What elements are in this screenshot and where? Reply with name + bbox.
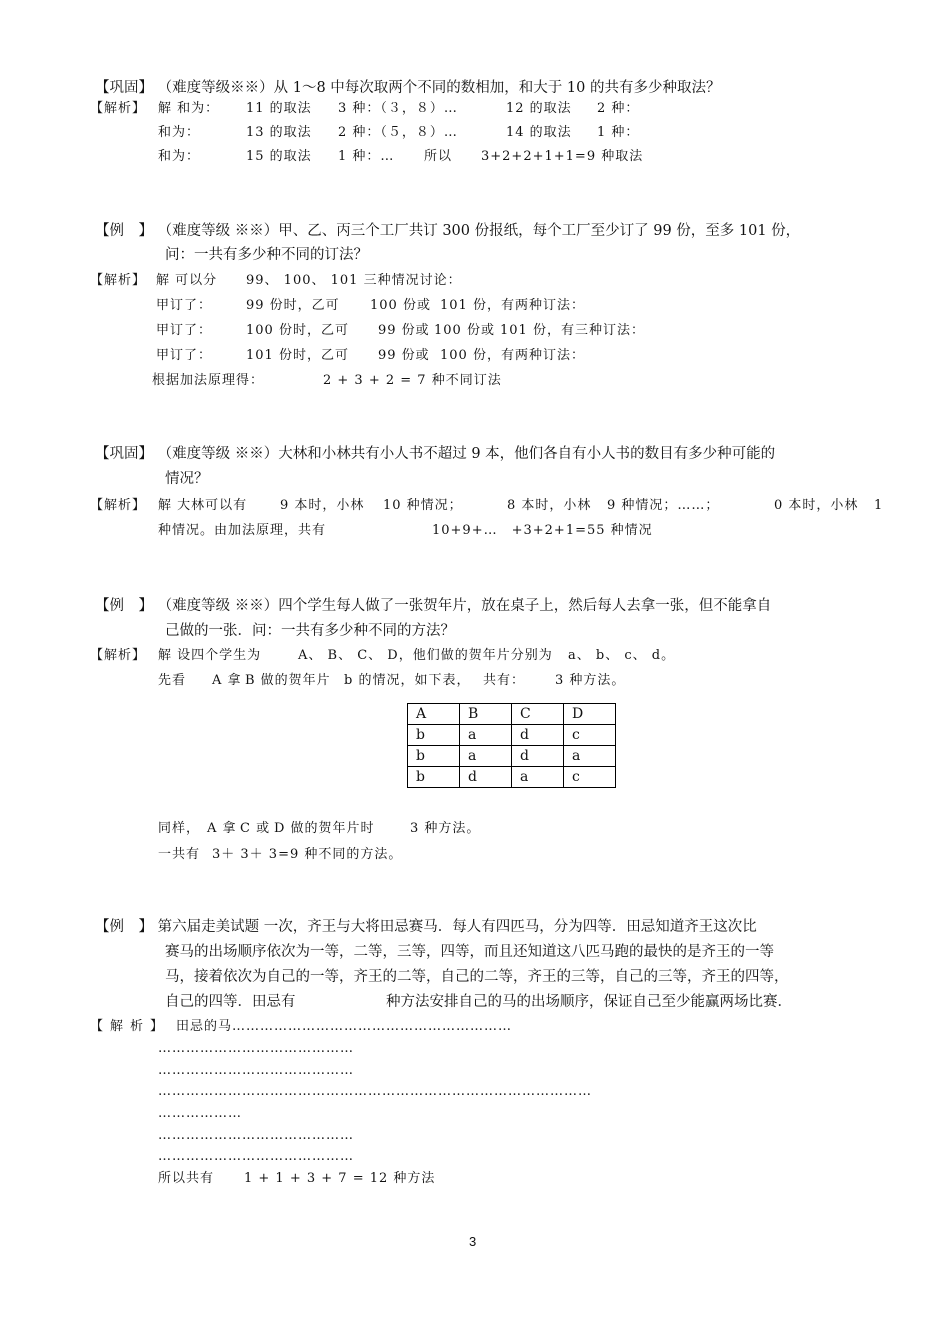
q5-r8-b: 1 + 1 + 3 + 7 = 12 种方法: [244, 1171, 436, 1186]
q5-r4: …………………………………………………………………………………: [158, 1084, 592, 1099]
q4-line2: 己做的一张．问：一共有多少种不同的方法？: [165, 623, 455, 639]
q1-title: 【巩固】 （难度等级※※）从 1～8 中每次取两个不同的数相加，和大于 10 的共有多少种取法？: [95, 80, 721, 96]
q4-r2-e: 共有：: [483, 673, 526, 688]
q4-r3-a: 同样，: [158, 821, 201, 836]
q3-r1-b: 9 本时，小林: [280, 498, 365, 513]
table-row: [408, 746, 616, 767]
q3-answer-label: 【解析】: [90, 498, 147, 513]
q5-r8-a: 所以共有: [158, 1171, 215, 1186]
q5-line2: 赛马的出场顺序依次为一等，二等，三等，四等，而且还知道这八匹马跑的最快的是齐王的一等: [165, 944, 774, 960]
q5-line4-start: 自己的四等．田忌有: [165, 994, 296, 1010]
q2-r4-c: 99 份或: [378, 348, 430, 363]
q1-r1-c: 3 种：（３，８）…: [338, 101, 458, 116]
q4-r2-c: B 做的贺年片: [245, 673, 331, 688]
q4-r2-d: b 的情况，如下表，: [344, 673, 471, 688]
q4-r1-a: 解 设四个学生为: [158, 648, 262, 663]
q1-r3-a: 和为：: [158, 149, 201, 164]
assignment-table: [407, 703, 616, 788]
q1-r1-a: 解 和为：: [158, 101, 220, 116]
q4-r1-b: A、 B、 C、 D，他们做的贺年片分别为: [298, 648, 553, 663]
q5-line1: 【例 】 第六届走美试题 一次，齐王与大将田忌赛马．每人有四匹马，分为四等．田忌知道齐王这次比: [95, 919, 757, 935]
q3-r2-a: 种情况。由加法原理，共有: [158, 523, 327, 538]
table-cell: D: [564, 704, 616, 725]
q1-r2-c: 2 种：（５，８）…: [338, 125, 458, 140]
q1-r3-c: 1 种：…: [338, 149, 395, 164]
q3-r1-g: 1: [874, 498, 884, 513]
q5-r7: ……………………………………: [158, 1149, 354, 1164]
q1-r3-b: 15 的取法: [246, 149, 312, 164]
q2-r3-a: 甲订了：: [156, 323, 213, 338]
q2-r2-d: 101 份，有两种订法：: [440, 298, 585, 313]
q4-r3-d: D 做的贺年片时: [274, 821, 375, 836]
table-cell: C: [512, 704, 564, 725]
q1-r1-e: 2 种：: [597, 101, 640, 116]
q5-r1: 田忌的马……………………………………………………: [176, 1019, 513, 1034]
q2-r2-b: 99 份时，乙可: [246, 298, 340, 313]
table-cell: b: [408, 767, 460, 788]
q5-line3: 马，接着依次为自己的一等，齐王的二等，自己的二等，齐王的三等，自己的三等，齐王的四等，: [165, 969, 789, 985]
q5-r6: ……………………………………: [158, 1128, 354, 1143]
q2-answer-label: 【解析】: [90, 273, 147, 288]
page-number: 3: [469, 1234, 477, 1249]
q3-r1-e: 9 种情况；……；: [607, 498, 720, 513]
q4-r4-b: 3＋ 3＋ 3=9 种不同的方法。: [212, 847, 403, 862]
table-cell: c: [564, 725, 616, 746]
q4-r3-e: 3 种方法。: [410, 821, 481, 836]
q4-r2-a: 先看: [158, 673, 187, 688]
q2-r2-c: 100 份或: [370, 298, 431, 313]
q2-r3-c: 99 份或: [378, 323, 430, 338]
table-header-row: [408, 704, 616, 725]
q1-r3-d: 所以: [424, 149, 453, 164]
table-cell: A: [408, 704, 460, 725]
table-cell: b: [408, 746, 460, 767]
q2-line1: 【例 】 （难度等级 ※※）甲、乙、丙三个工厂共订 300 份报纸，每个工厂至少订了 99 份，至多 101 份，: [95, 223, 801, 239]
table-cell: d: [460, 767, 512, 788]
q5-r2: ……………………………………: [158, 1041, 354, 1056]
q2-r1-a: 解 可以分: [156, 273, 218, 288]
q2-r4-d: 100 份，有两种订法：: [440, 348, 585, 363]
q2-r1-b: 99、 100、 101 三种情况讨论：: [246, 273, 462, 288]
q4-r3-b: A 拿: [207, 821, 237, 836]
table-cell: B: [460, 704, 512, 725]
q3-r1-f: 0 本时，小林: [774, 498, 859, 513]
table-row: [408, 725, 616, 746]
q2-r3-e: 101 份，有三种订法：: [500, 323, 645, 338]
q3-line2: 情况？: [165, 471, 209, 487]
q1-answer-label: 【解析】: [90, 101, 147, 116]
q3-r1-c: 10 种情况；: [383, 498, 463, 513]
q4-r2-b: A 拿: [212, 673, 242, 688]
q1-r1-d: 12 的取法: [506, 101, 572, 116]
q5-r5: ………………: [158, 1106, 242, 1121]
table-row: [408, 767, 616, 788]
table-cell: b: [408, 725, 460, 746]
q4-r3-c: C 或: [240, 821, 271, 836]
table-cell: d: [512, 725, 564, 746]
q2-r3-d: 100 份或: [434, 323, 495, 338]
q2-r4-a: 甲订了：: [156, 348, 213, 363]
table-cell: a: [460, 746, 512, 767]
q3-r2-b: 10+9+… +3+2+1=55 种情况: [432, 523, 653, 538]
q3-r1-a: 解 大林可以有: [158, 498, 248, 513]
q1-r2-e: 1 种：: [597, 125, 640, 140]
table-cell: d: [512, 746, 564, 767]
table-cell: a: [512, 767, 564, 788]
q5-answer-label: 【解析】: [90, 1019, 171, 1034]
q2-r5-b: 2 + 3 + 2 = 7 种不同订法: [323, 373, 502, 388]
q1-r1-b: 11 的取法: [246, 101, 312, 116]
q1-r2-a: 和为：: [158, 125, 201, 140]
q4-answer-label: 【解析】: [90, 648, 147, 663]
q1-r2-b: 13 的取法: [246, 125, 312, 140]
q2-r5-a: 根据加法原理得：: [152, 373, 265, 388]
q4-r2-f: 3 种方法。: [555, 673, 626, 688]
q2-line2: 问：一共有多少种不同的订法？: [165, 247, 368, 263]
q2-r2-a: 甲订了：: [156, 298, 213, 313]
q1-r2-d: 14 的取法: [506, 125, 572, 140]
q3-line1: 【巩固】 （难度等级 ※※）大林和小林共有小人书不超过 9 本，他们各自有小人书的数目有多少种可能的: [95, 446, 776, 462]
q1-r3-e: 3+2+2+1+1=9 种取法: [481, 149, 644, 164]
q4-r1-c: a、 b、 c、 d。: [568, 648, 676, 663]
table-cell: a: [460, 725, 512, 746]
q2-r4-b: 101 份时，乙可: [246, 348, 349, 363]
q3-r1-d: 8 本时，小林: [507, 498, 592, 513]
table-cell: a: [564, 746, 616, 767]
q2-r3-b: 100 份时，乙可: [246, 323, 349, 338]
q4-line1: 【例 】 （难度等级 ※※）四个学生每人做了一张贺年片，放在桌子上，然后每人去拿一张，但不能拿自: [95, 598, 772, 614]
table-cell: c: [564, 767, 616, 788]
q5-r3: ……………………………………: [158, 1063, 354, 1078]
q4-r4-a: 一共有: [158, 847, 201, 862]
q5-line4-end: 种方法安排自己的马的出场顺序，保证自己至少能赢两场比赛．: [386, 994, 792, 1010]
